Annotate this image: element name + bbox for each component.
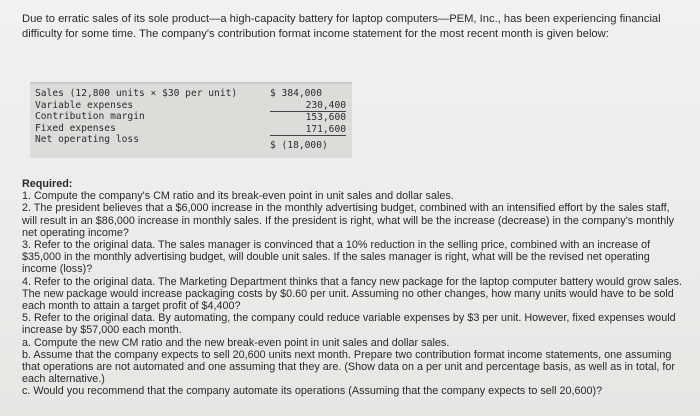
statement-value-net-operating-loss: $ (18,000) (270, 140, 328, 151)
required-item-5c: c. Would you recommend that the company automate its operations (Assuming that the company expects to sell 20,600)? (22, 385, 603, 398)
statement-label-variable-expenses: Variable expenses (35, 99, 134, 111)
required-item-1: 1. Compute the company's CM ratio and its break-even point in unit sales and dollar sales. (22, 190, 454, 203)
statement-labels (35, 88, 237, 146)
required-item-2: 2. The president believes that a $6,000 increase in the monthly advertising budget, combined with an intensified effort by the sales staff, will result in an $86,000 increase in monthly sales. If the president is right, what will be the increase (decrease) in the company's monthly net operating income? (22, 202, 674, 239)
required-item-5a: a. Compute the new CM ratio and the new break-even point in unit sales and dollar sales. (22, 336, 450, 349)
statement-label-net-operating-loss: Net operating loss (35, 134, 139, 145)
statement-value-sales: $ 384,000 (270, 88, 322, 99)
statement-value-contribution-margin: 153,600 (305, 112, 346, 123)
statement-label-contribution-margin: Contribution margin (35, 111, 145, 122)
statement-values (270, 88, 346, 152)
required-item-3: 3. Refer to the original data. The sales manager is convinced that a 10% reduction in the selling price, combined with an increase of $35,000 in the monthly advertising budget, will double unit sales. If the sales manager is right, what will be the revised net operating income (loss)? (22, 239, 651, 276)
required-heading: Required: (22, 178, 73, 190)
required-item-5b: b. Assume that the company expects to sell 20,600 units next month. Prepare two contribution format income statements, one assuming that operations are not automated and one assuming that they are. (Show data on a per unit and percentage basis, as well as in total, for each alternative.) (22, 348, 676, 386)
required-item-5: 5. Refer to the original data. By automating, the company could reduce variable expenses by $3 per unit. However, fixed expenses would increase by $57,000 each month. (22, 312, 676, 337)
intro-paragraph: Due to erratic sales of its sole product—a high-capacity battery for laptop computers—PEM, Inc., has been experiencing financial difficulty for some time. The company's contribution format income statement for the most recent month is given below: (22, 13, 661, 40)
income-statement (30, 82, 352, 158)
required-item-4: 4. Refer to the original data. The Marketing Department thinks that a fancy new package for the laptop computer battery would grow sales. The new package would increase packaging costs by $0.60 per unit. Assuming no other changes, how many units would have to be sold each month to attain a target profit of $4,400? (22, 275, 682, 313)
statement-value-variable-expenses: 230,400 (270, 100, 346, 113)
required-section (22, 178, 686, 398)
statement-label-fixed-expenses: Fixed expenses (35, 122, 116, 134)
statement-value-fixed-expenses: 171,600 (270, 124, 346, 137)
statement-label-sales: Sales (12,800 units × $30 per unit) (35, 88, 238, 99)
